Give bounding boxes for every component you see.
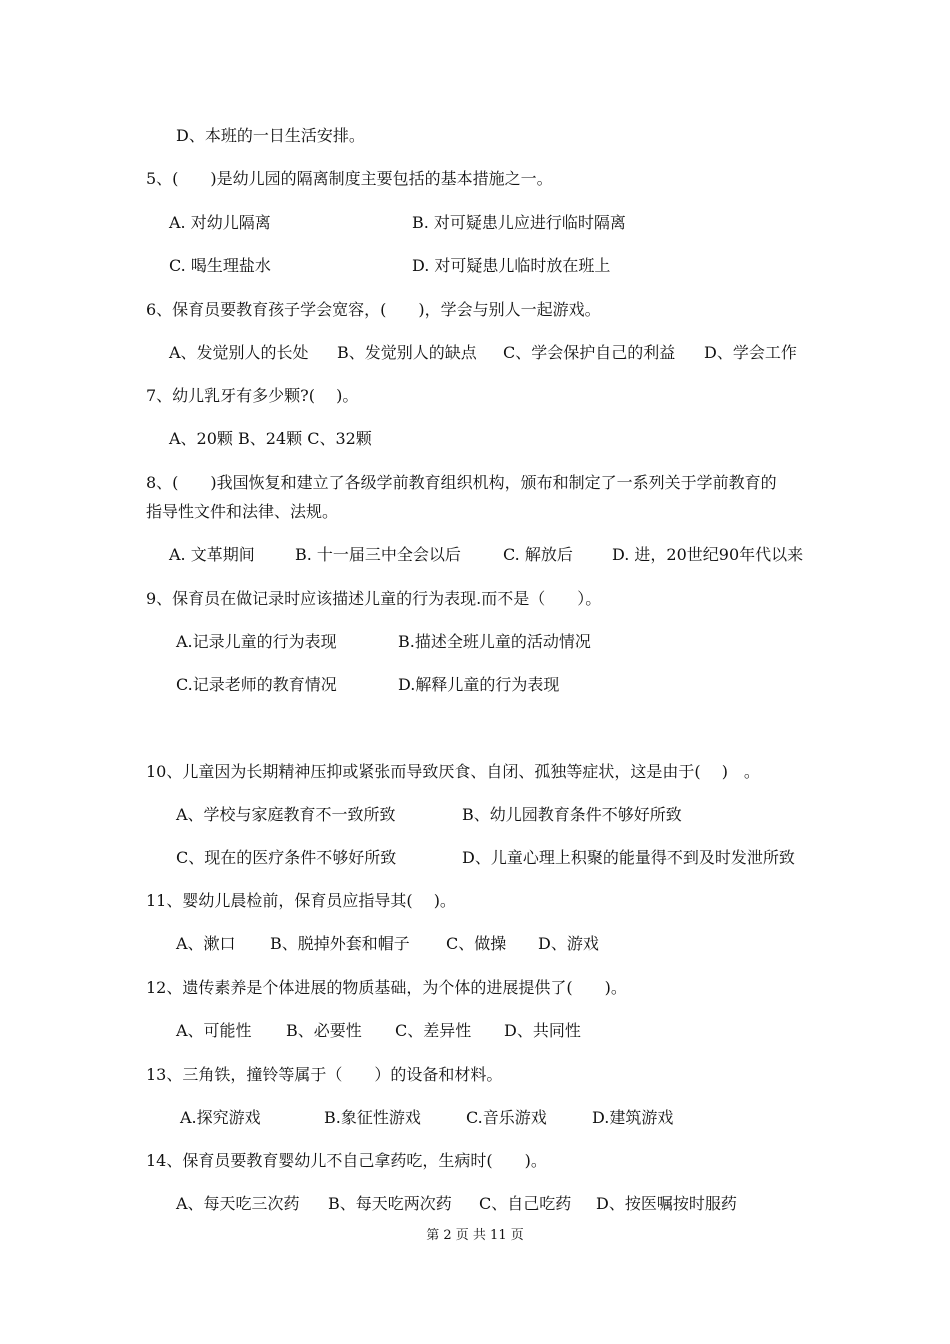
q14-option-a: A、每天吃三次药 bbox=[176, 1194, 300, 1213]
q13-option-b: B.象征性游戏 bbox=[324, 1108, 421, 1127]
q6-option-a: A、发觉别人的长处 bbox=[169, 343, 309, 362]
q11-option-a: A、漱口 bbox=[176, 934, 236, 953]
q10-stem: 10、儿童因为长期精神压抑或紧张而导致厌食、自闭、孤独等症状，这是由于( ) 。 bbox=[146, 762, 760, 781]
q14-option-b: B、每天吃两次药 bbox=[328, 1194, 452, 1213]
q10-option-b: B、幼儿园教育条件不够好所致 bbox=[462, 805, 682, 824]
q14-option-c: C、自己吃药 bbox=[479, 1194, 572, 1213]
q10-option-a: A、学校与家庭教育不一致所致 bbox=[176, 805, 396, 824]
q14-option-d: D、按医嘱按时服药 bbox=[596, 1194, 737, 1213]
q9-option-d: D.解释儿童的行为表现 bbox=[398, 675, 560, 694]
q8-option-c: C. 解放后 bbox=[503, 545, 573, 564]
q7-stem: 7、幼儿乳牙有多少颗?( )。 bbox=[146, 386, 359, 405]
q11-option-c: C、做操 bbox=[446, 934, 507, 953]
q13-option-c: C.音乐游戏 bbox=[466, 1108, 547, 1127]
q10-option-c: C、现在的医疗条件不够好所致 bbox=[176, 848, 397, 867]
q4-option-d: D、本班的一日生活安排。 bbox=[176, 126, 365, 145]
q8-option-d: D. 进，20世纪90年代以来 bbox=[612, 545, 804, 564]
q12-option-a: A、可能性 bbox=[176, 1021, 252, 1040]
q13-option-d: D.建筑游戏 bbox=[592, 1108, 674, 1127]
q5-option-c: C. 喝生理盐水 bbox=[169, 256, 271, 275]
q5-option-b: B. 对可疑患儿应进行临时隔离 bbox=[412, 213, 626, 232]
q9-option-b: B.描述全班儿童的活动情况 bbox=[398, 632, 591, 651]
q12-option-c: C、差异性 bbox=[395, 1021, 472, 1040]
q9-option-a: A.记录儿童的行为表现 bbox=[176, 632, 337, 651]
q12-stem: 12、遗传素养是个体进展的物质基础，为个体的进展提供了( )。 bbox=[146, 978, 627, 997]
q8-stem-line2: 指导性文件和法律、法规。 bbox=[146, 502, 339, 521]
q12-option-d: D、共同性 bbox=[504, 1021, 581, 1040]
q8-option-b: B. 十一届三中全会以后 bbox=[295, 545, 461, 564]
q6-option-b: B、发觉别人的缺点 bbox=[337, 343, 477, 362]
q6-stem: 6、保育员要教育孩子学会宽容，( )，学会与别人一起游戏。 bbox=[146, 300, 601, 319]
q7-options: A、20颗 B、24颗 C、32颗 bbox=[169, 429, 372, 448]
q8-option-a: A. 文革期间 bbox=[169, 545, 255, 564]
q9-option-c: C.记录老师的教育情况 bbox=[176, 675, 337, 694]
q11-stem: 11、婴幼儿晨检前，保育员应指导其( )。 bbox=[146, 891, 456, 910]
page-footer: 第 2 页 共 11 页 bbox=[426, 1228, 524, 1243]
q13-option-a: A.探究游戏 bbox=[180, 1108, 261, 1127]
q11-option-d: D、游戏 bbox=[538, 934, 599, 953]
q5-stem: 5、( )是幼儿园的隔离制度主要包括的基本措施之一。 bbox=[146, 169, 553, 188]
q12-option-b: B、必要性 bbox=[286, 1021, 362, 1040]
q14-stem: 14、保育员要教育婴幼儿不自己拿药吃，生病时( )。 bbox=[146, 1151, 547, 1170]
q6-option-c: C、学会保护自己的利益 bbox=[503, 343, 676, 362]
q5-option-a: A. 对幼儿隔离 bbox=[169, 213, 271, 232]
q11-option-b: B、脱掉外套和帽子 bbox=[270, 934, 410, 953]
q8-stem-line1: 8、( )我国恢复和建立了各级学前教育组织机构，颁布和制定了一系列关于学前教育的 bbox=[146, 473, 777, 492]
q13-stem: 13、三角铁，撞铃等属于（ ）的设备和材料。 bbox=[146, 1065, 503, 1084]
q6-option-d: D、学会工作 bbox=[704, 343, 797, 362]
q5-option-d: D. 对可疑患儿临时放在班上 bbox=[412, 256, 611, 275]
q10-option-d: D、儿童心理上积聚的能量得不到及时发泄所致 bbox=[462, 848, 795, 867]
q9-stem: 9、保育员在做记录时应该描述儿童的行为表现.而不是（ ）。 bbox=[146, 589, 602, 608]
